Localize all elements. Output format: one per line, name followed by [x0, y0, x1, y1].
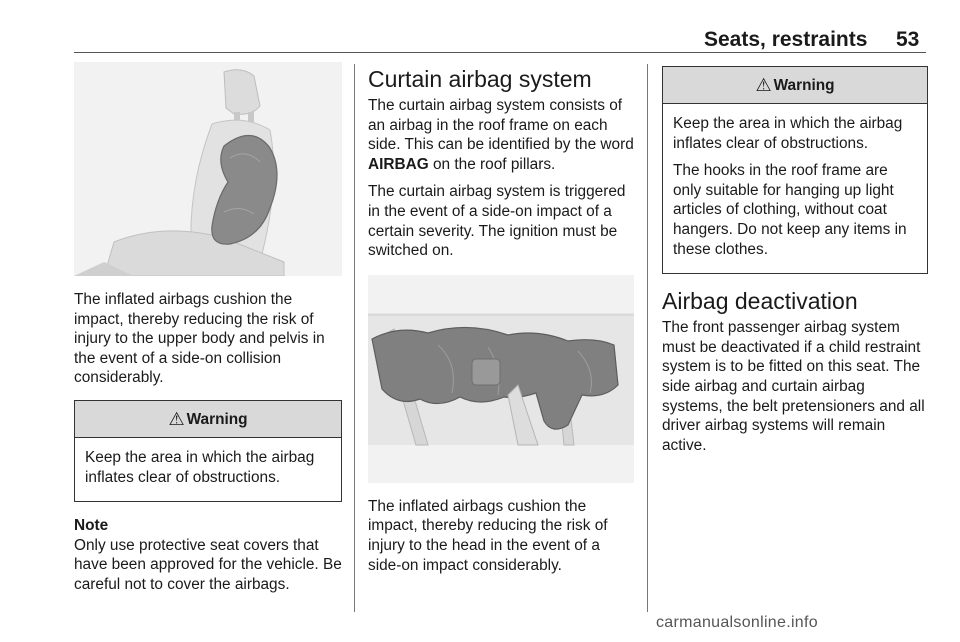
airbag-word: AIRBAG — [368, 155, 429, 173]
note-text: Only use protective seat covers that have been approved for the vehicle. Be careful not to cover the airbags. — [74, 536, 342, 593]
warning-text: Keep the area in which the airbag inflates clear of obstructions. — [85, 448, 315, 486]
curtain-caption: The inflated airbags cushion the impact, thereby reducing the risk of injury to the head in the event of a side-on impact considerably. — [368, 497, 608, 574]
warning-icon: ⚠ — [168, 408, 185, 429]
warning-box-curtain — [662, 66, 928, 274]
warning-icon: ⚠ — [755, 75, 772, 95]
note-label: Note — [74, 517, 109, 535]
warning-text-2: The hooks in the roof frame are only suitable for hanging up light articles of clothing, without coat hangers. Do not keep any items in these clothes. — [673, 162, 907, 258]
column-middle — [368, 66, 634, 583]
curtain-paragraph-2: The curtain airbag system is triggered in the event of a side-on impact of a certain severity. The ignition must be switched on. — [368, 183, 626, 260]
column-divider-right — [647, 64, 648, 612]
warning-box — [74, 400, 342, 502]
warning-text-1: Keep the area in which the airbag inflates clear of obstructions. — [673, 115, 903, 152]
deactivation-paragraph: The front passenger airbag system must be deactivated if a child restraint system is to be fitted on this seat. The side airbag and curtain airbag systems, the belt pretensioners and all driver airbag systems will remain active. — [662, 319, 925, 454]
curtain-p1-text: The curtain airbag system consists of an airbag in the roof frame on each side. This can be identified by the word — [368, 97, 634, 154]
curtain-paragraph-1 — [368, 96, 634, 174]
warning-header-curtain — [663, 67, 927, 104]
column-left — [74, 0, 342, 603]
column-right — [662, 66, 928, 463]
seat-side-airbag-illustration — [74, 62, 342, 276]
page-number: 53 — [896, 28, 920, 51]
section-title-airbag-deactivation: Airbag deactivation — [662, 288, 858, 315]
column-divider-left — [354, 64, 355, 612]
running-header-title: Seats, restraints — [704, 28, 868, 51]
warning-title: Warning — [773, 77, 835, 94]
intro-paragraph: The inflated airbags cushion the impact, thereby reducing the risk of injury to the upper body and pelvis in the event of a side-on collision considerably. — [74, 291, 325, 387]
watermark: carmanualsonline.info — [656, 614, 818, 631]
section-title-curtain-airbag: Curtain airbag system — [368, 66, 592, 92]
warning-title: Warning — [186, 410, 248, 428]
curtain-p1-text-end: on the roof pillars. — [428, 155, 556, 173]
warning-header — [75, 401, 341, 438]
note-block — [74, 516, 342, 594]
curtain-airbag-illustration — [368, 275, 634, 483]
